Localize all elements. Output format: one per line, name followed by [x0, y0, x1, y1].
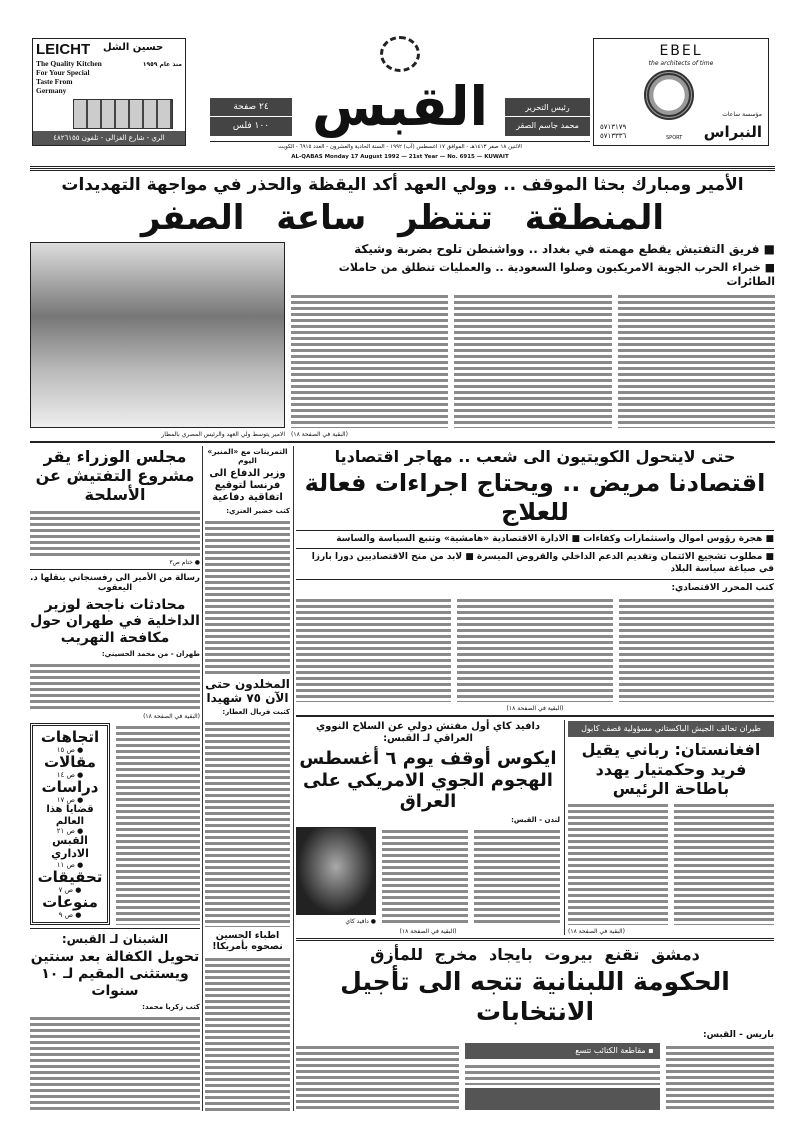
cabinet-headline: مجلس الوزراء يقر مشروع التفتيش عن الأسلحة — [35, 447, 195, 505]
economy-body — [619, 596, 774, 702]
subhead-text: فريق التفتيش يقطع مهمته في بغداد .. وواشنطن تلوح بضربة وشيكة — [354, 242, 760, 257]
index-page: ● ص ١١ — [56, 860, 84, 869]
subhead-text: خبراء الحرب الجوية الامريكيون وصلوا السعودية .. والعمليات تنطلق من حاملات الطائرات — [338, 260, 775, 289]
lead-section — [30, 175, 775, 438]
defense-byline: كتب خضير العنزي: — [226, 507, 290, 515]
economy-body — [457, 596, 612, 702]
afghan-body — [568, 801, 668, 925]
ebel-brand: EBEL — [659, 43, 703, 59]
price: ١٠٠ فلس — [232, 121, 270, 131]
lead-subhead-2: ■ خبراء الحرب الجوية الامريكيون وصلوا السعودية .. والعمليات تنطلق من حاملات الطائرات — [338, 260, 775, 289]
section-rule — [296, 938, 774, 942]
dateline-ar: الاثنين ١٨ صفر ١٤١٣هـ - الموافق ١٧ اغسطس (آب) ١٩٩٢ - السنة الحادية والعشرون - العدد ٦٩١٥ - الكويت — [278, 144, 522, 150]
iraq-body — [474, 827, 560, 925]
iran-byline: طهران - من محمد الحسيني: — [101, 649, 200, 658]
left-column — [30, 447, 200, 1111]
martyrs-headline: المخلدون حتى الآن ٧٥ شهيدا — [205, 676, 290, 705]
shabnan-headline: تحويل الكفالة بعد سنتين ويستثنى المقيم لـ ١٠ سنوات — [30, 949, 200, 1000]
column-rule — [293, 446, 294, 1111]
bullet-text: الادارة الاقتصادية «هامشية» وتتبع السياسة والساسة — [336, 533, 569, 544]
iran-kicker: رسالة من الأمير الى رفسنجاني ينقلها د. اليعقوب — [30, 573, 200, 594]
phone: ٥٧١٣١٧٩ — [600, 123, 627, 131]
logo-emblem — [380, 36, 420, 72]
divider — [30, 569, 200, 570]
index-label: تحقيقات — [37, 867, 103, 886]
iraq-byline: لندن - القبس: — [511, 815, 560, 824]
iraq-headline: ايكوس أوقف يوم ٦ أغسطس الهجوم الجوي الامريكي على العراق — [299, 748, 557, 813]
index-page: ● ص ١٥ — [56, 745, 84, 754]
bullet-text: مطلوب تشجيع الائتمان وتقديم الدعم الداخلي والقروض الميسرة — [476, 552, 763, 563]
lead-body-col — [291, 292, 448, 428]
index-label: منوعات — [42, 892, 98, 911]
lead-headline: المنطقة تنتظر ساعة الصفر — [140, 198, 665, 239]
economy-byline: كتب المحرر الاقتصادي: — [671, 582, 774, 593]
lebanon-box-2 — [465, 1088, 660, 1110]
lebanon-byline: باريس - القبس: — [703, 1030, 774, 1041]
kitchen-image — [73, 99, 173, 129]
economy-bullets-1: ■ هجرة رؤوس اموال واستثمارات وكفاءات ■ الادارة الاقتصادية «هامشية» وتتبع السياسة والساسة — [336, 533, 774, 544]
lebanon-body — [465, 1062, 660, 1084]
economy-headline: اقتصادنا مريض .. ويحتاج اجراءات فعالة للعلاج — [304, 469, 766, 526]
tagline-line: The Quality Kitchen — [36, 59, 102, 68]
lebanon-kicker: دمشق تقنع بيروت بايجاد مخرج للمأزق — [370, 945, 700, 964]
bullet-text: لابد من منح الاقتصاديين دورا بارزا في صياغة سياسة البلاد — [311, 552, 774, 575]
iraq-kicker: دافيد كاي أول مفتش دولي عن السلاح النووي العراقي لـ القبس: — [315, 721, 541, 744]
header-rule — [30, 166, 775, 171]
dateline-en: AL-QABAS Monday 17 August 1992 — 21st Year — No. 6915 — KUWAIT — [291, 154, 509, 160]
tagline-line: For Your Special — [36, 68, 90, 77]
ebel-ad[interactable] — [593, 38, 769, 146]
index-page: ● ص ٢١ — [56, 827, 84, 836]
hussein-headline: اطباء الحسين نصحوه بأمريكا! — [212, 929, 283, 953]
lead-subhead-1: ■ فريق التفتيش يقطع مهمته في بغداد .. وواشنطن تلوح بضربة وشيكة — [354, 242, 775, 257]
lebanon-box: ▪ مقاطعة الكتائب تتسع — [465, 1043, 660, 1059]
shabnan-byline: كتب زكريا محمد: — [142, 1002, 200, 1011]
lebanon-body — [296, 1043, 459, 1110]
iraq-continued[interactable]: (البقية في الصفحة ١٨) — [399, 928, 457, 935]
divider — [296, 530, 774, 531]
economy-body — [296, 596, 451, 702]
hussein-body — [205, 955, 290, 1111]
lebanon-headline: الحكومة اللبنانية تتجه الى تأجيل الانتخابات — [340, 967, 730, 1027]
iraq-body — [382, 827, 468, 925]
tagline-line: Germany — [36, 86, 67, 95]
leicht-tagline — [36, 59, 102, 95]
index-page: ● ص ٧ — [58, 885, 82, 894]
economy-continued[interactable]: (البقية في الصفحة ١٨) — [506, 705, 564, 712]
index-label: اتجاهات — [40, 727, 100, 746]
lebanon-body — [666, 1043, 774, 1110]
economy-section — [296, 447, 774, 712]
section-rule — [30, 441, 775, 443]
divider — [30, 928, 200, 929]
masthead-logo: القبس — [311, 75, 489, 138]
index-item[interactable] — [33, 779, 107, 804]
leicht-footer: الري - شارع الغزالي - تلفون ٤٨٢٦١٥٥ — [33, 131, 185, 145]
iran-headline: محادثات ناجحة لوزير الداخلية في طهران حول مكافحة التهريب — [30, 596, 200, 647]
kay-photo-caption: ● دافيد كاي — [345, 918, 376, 925]
leicht-ad[interactable] — [32, 38, 186, 146]
index-item[interactable] — [33, 869, 107, 894]
iran-body — [116, 723, 200, 926]
afghan-banner: طيران تحالف الجيش الباكستاني مسؤولية قصف كابول — [568, 721, 774, 737]
index-box — [30, 723, 110, 926]
index-label: دراسات — [41, 778, 99, 797]
lead-continued[interactable]: (البقية في الصفحة ١٨) — [291, 431, 348, 438]
lead-photo — [30, 242, 285, 428]
middle-column — [205, 447, 290, 1111]
leicht-brand-ar: حسين الشل — [103, 42, 164, 53]
afghan-section — [568, 721, 774, 935]
kay-photo — [296, 827, 376, 915]
dealer-name: النبراس — [703, 123, 762, 141]
economy-bullets-2: ■ مطلوب تشجيع الائتمان وتقديم الدعم الداخلي والقروض الميسرة ■ لابد من منح الاقتصاديين دورا بارزا في صياغة سياسة البلاد — [311, 552, 774, 575]
editor-title: رئيس التحرير — [505, 98, 590, 117]
afghan-continued[interactable]: (البقية في الصفحة ١٨) — [568, 928, 625, 935]
index-item[interactable] — [33, 754, 107, 779]
leicht-brand: LEICHT — [36, 41, 91, 58]
index-label: القبس الاداري — [51, 834, 89, 860]
bullet-text: هجرة رؤوس اموال واستثمارات وكفاءات — [583, 533, 763, 544]
martyrs-byline: كتبت فريال العطار: — [222, 708, 290, 717]
lebanon-section — [296, 945, 774, 1110]
martyrs-body — [205, 719, 290, 926]
ebel-tagline: the architects of time — [648, 60, 714, 67]
afghan-body — [674, 801, 774, 925]
shabnan-body — [30, 1014, 200, 1111]
watch-image — [644, 70, 694, 120]
index-item[interactable] — [33, 835, 107, 868]
index-page: ● ص ١٤ — [56, 771, 84, 780]
masthead-rule — [210, 141, 590, 142]
afghan-headline: افغانستان: رباني يقيل فريد وحكمتيار يهدد باطاحة الرئيس — [581, 740, 761, 798]
lebanon-box-label: مقاطعة الكتائب تتسع — [575, 1046, 646, 1056]
divider — [296, 548, 774, 549]
index-item[interactable] — [33, 729, 107, 754]
leicht-since: منذ عام ١٩٥٩ — [142, 61, 182, 68]
cabinet-body — [30, 508, 200, 557]
editor-box — [505, 98, 590, 136]
price-box — [210, 98, 292, 136]
dealer-sub: مؤسسة ساعات — [722, 111, 762, 118]
column-rule — [202, 446, 203, 1111]
iran-body — [30, 661, 200, 710]
index-item[interactable] — [33, 894, 107, 919]
iraq-section — [296, 721, 560, 935]
index-label: قضايا هذا العالم — [46, 804, 94, 827]
shabnan-kicker: الشبنان لـ القبس: — [61, 932, 169, 947]
index-label: مقالات — [44, 752, 96, 771]
economy-kicker: حتى لايتحول الكويتيون الى شعب .. مهاجر اقتصاديا — [334, 447, 736, 466]
ebel-model: SPORT — [666, 135, 683, 141]
iran-continued[interactable]: (البقية في الصفحة ١٨) — [143, 712, 200, 720]
pages-count: ٢٤ صفحة — [210, 98, 292, 117]
lead-kicker: الأمير ومبارك بحثا الموقف .. وولي العهد أكد اليقظة والحذر في مواجهة التهديدات — [61, 175, 744, 195]
lead-body-col — [454, 292, 611, 428]
lead-body-col — [618, 292, 775, 428]
cabinet-continued[interactable]: ● ختام ص٣ — [169, 559, 200, 567]
defense-body — [205, 518, 290, 674]
divider — [296, 579, 774, 580]
tagline-line: Taste From — [36, 77, 73, 86]
column-rule — [564, 720, 565, 935]
index-row — [30, 723, 200, 926]
index-item[interactable] — [33, 804, 107, 835]
index-page: ● ص ٩ — [58, 911, 82, 920]
lead-body — [30, 242, 775, 438]
defense-kicker: التمرينات مع «المنبر» اليوم — [207, 447, 288, 465]
ebel-phones — [600, 123, 626, 141]
index-page: ● ص ١٧ — [56, 796, 84, 805]
section-rule — [296, 715, 774, 717]
defense-headline: وزير الدفاع الى فرنسا لتوقيع اتفاقية دفاعية — [209, 468, 286, 503]
editor-name: محمد جاسم الصقر — [516, 121, 579, 130]
phone: ٥٧١٣٣٣٦ — [600, 132, 627, 140]
lead-photo-caption: الامير يتوسط ولي العهد والرئيس المصري بالمطار — [161, 431, 285, 438]
